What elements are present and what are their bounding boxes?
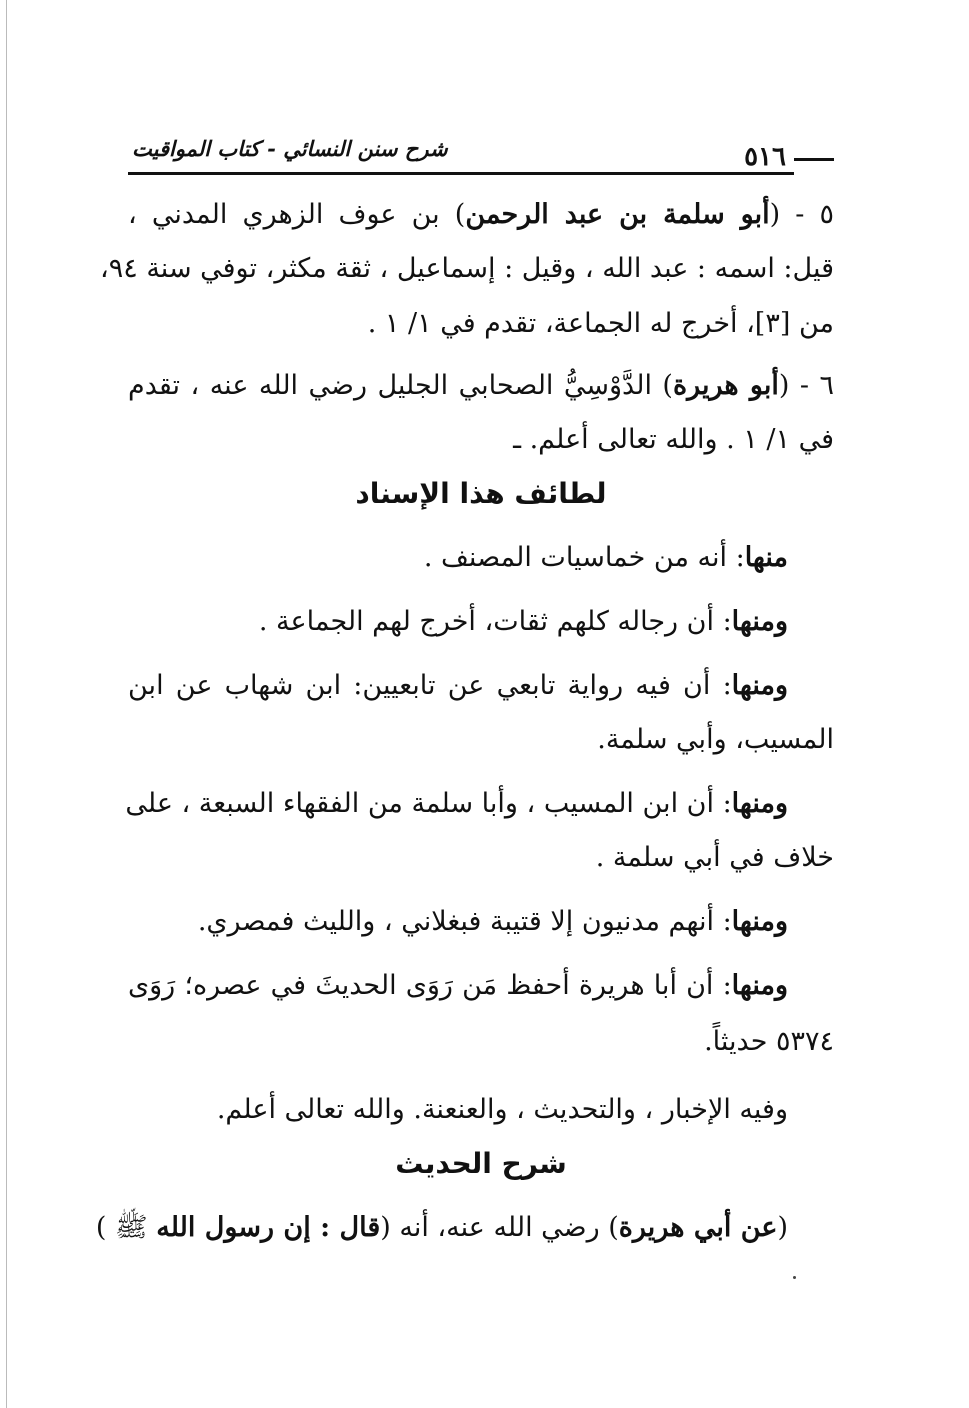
latif-item-1: منها: أنه من خماسيات المصنف . xyxy=(423,542,788,573)
page-header xyxy=(128,128,834,180)
running-title: شرح سنن النسائي - كتاب المواقيت xyxy=(132,136,448,161)
narrator-5-line-2: قيل: اسمه : عبد الله ، وقيل : إسماعيل ، ثقة مكثر، توفي سنة ٩٤، xyxy=(100,253,834,284)
section-heading-latif: لطائف هذا الإسناد xyxy=(355,477,607,510)
narrator-5-name: أبو سلمة بن عبد الرحمن xyxy=(465,199,770,230)
header-rule xyxy=(128,172,794,175)
latif-item-3-cont: المسيب، وأبي سلمة. xyxy=(597,724,834,755)
latif-item-5: ومنها: أنهم مدنيون إلا قتيبة فبغلاني ، والليث فمصري. xyxy=(197,906,788,937)
latif-item-2: ومنها: أن رجاله كلهم ثقات، أخرج لهم الجماعة . xyxy=(258,606,788,637)
latif-item-3: ومنها: أن فيه رواية تابعي عن تابعيين: ابن شهاب عن ابن xyxy=(128,670,788,701)
sharh-line-1: (عن أبي هريرة) رضي الله عنه، أنه (قال : إن رسول الله ﷺ ) xyxy=(95,1212,788,1243)
section-heading-sharh: شرح الحديث xyxy=(395,1147,567,1180)
latif-item-4-cont: خلاف في أبي سلمة . xyxy=(595,842,834,873)
header-dash xyxy=(794,158,834,161)
narrator-5-line-1: ٥ - (أبو سلمة بن عبد الرحمن) بن عوف الزهري المدني ، xyxy=(128,199,835,230)
scan-edge xyxy=(6,0,7,1408)
latif-item-4: ومنها: أن ابن المسيب ، وأبا سلمة من الفقهاء السبعة ، على xyxy=(125,788,788,819)
page-number: ٥١٦ xyxy=(744,142,786,172)
narrator-5-line-3: من [٣]، أخرج له الجماعة، تقدم في ١/ ١ . xyxy=(367,308,834,339)
narrator-6-name: أبو هريرة xyxy=(672,370,779,401)
latif-item-6-cont: ٥٣٧٤ حديثاً. xyxy=(704,1026,834,1057)
latif-closing: وفيه الإخبار ، والتحديث ، والعنعنة. والله تعالى أعلم. xyxy=(216,1094,788,1125)
salawat-icon: ﷺ xyxy=(115,1212,148,1243)
latif-item-6: ومنها: أن أبا هريرة أحفظ مَن رَوَى الحديثَ في عصره؛ رَوَى xyxy=(128,970,788,1001)
scan-speck xyxy=(793,1276,796,1279)
narrator-6-line-2: في ١/ ١ . والله تعالى أعلم. ـ xyxy=(513,424,834,455)
narrator-6-line-1: ٦ - (أبو هريرة) الدَّوْسِيُّ الصحابي الجليل رضي الله عنه ، تقدم xyxy=(128,370,835,401)
